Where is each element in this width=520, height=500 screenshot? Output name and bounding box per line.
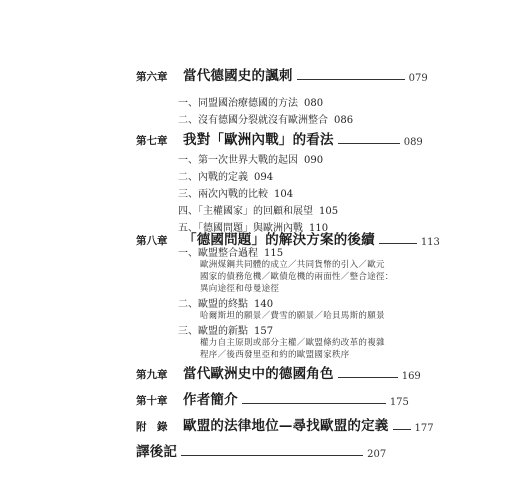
chapter-label: 第八章 xyxy=(136,235,168,247)
section-row xyxy=(178,295,273,310)
section-page-number: 104 xyxy=(274,189,294,200)
chapter-row xyxy=(136,440,386,460)
section-title: 二、沒有德國分裂就沒有歐洲整合 xyxy=(178,115,328,126)
section-title: 一、第一次世界大戰的起因 xyxy=(178,155,298,166)
chapter-row xyxy=(136,388,409,408)
subsection-line: 權力自主原則或部分主權／歐盟條約改革的複雜 xyxy=(200,338,385,348)
section-page-number: 110 xyxy=(309,223,329,234)
section-title: 一、同盟國治療德國的方法 xyxy=(178,98,298,109)
section-row xyxy=(178,111,353,126)
section-title: 五、「德國問題」與歐洲內戰 xyxy=(178,223,303,234)
chapter-row xyxy=(136,362,421,382)
section-title: 二、內戰的定義 xyxy=(178,172,248,183)
chapter-row xyxy=(136,414,434,434)
leader-line xyxy=(181,455,363,456)
chapter-page-number: 079 xyxy=(408,73,428,84)
section-title: 一、歐盟整合過程 xyxy=(178,248,258,259)
leader-line xyxy=(338,377,398,378)
section-page-number: 080 xyxy=(304,98,324,109)
section-page-number: 140 xyxy=(254,299,274,310)
section-row xyxy=(178,322,273,337)
section-title: 三、兩次內戰的比較 xyxy=(178,189,268,200)
subsection-line: 哈爾斯坦的願景／費雪的願景／哈貝馬斯的願景 xyxy=(200,311,385,321)
subsection-line: 國家的債務危機／歐債危機的兩面性／整合途徑： xyxy=(200,272,394,282)
subsection-line: 歐洲煤鋼共同體的成立／共同貨幣的引入／歐元 xyxy=(200,260,385,270)
leader-line xyxy=(393,429,411,430)
chapter-label: 第六章 xyxy=(136,71,168,83)
chapter-title: 譯後記 xyxy=(136,444,178,460)
leader-line xyxy=(297,79,405,80)
section-page-number: 086 xyxy=(334,115,354,126)
chapter-title: 我對「歐洲內戰」的看法 xyxy=(183,132,334,148)
chapter-page-number: 177 xyxy=(414,423,434,434)
chapter-page-number: 169 xyxy=(401,371,421,382)
chapter-label: 附 錄 xyxy=(136,421,168,433)
chapter-title: 當代德國史的諷刺 xyxy=(183,68,293,84)
chapter-page-number: 113 xyxy=(420,237,440,248)
subsection-line: 異向途徑和母曼途徑 xyxy=(200,284,280,294)
chapter-label: 第七章 xyxy=(136,135,168,147)
leader-line xyxy=(338,143,400,144)
chapter-title: 「德國問題」的解決方案的後續 xyxy=(183,232,375,248)
chapter-title: 歐盟的法律地位—尋找歐盟的定義 xyxy=(183,418,389,434)
section-page-number: 157 xyxy=(254,326,274,337)
chapter-title: 當代歐洲史中的德國角色 xyxy=(183,366,334,382)
chapter-page-number: 175 xyxy=(389,397,409,408)
section-page-number: 090 xyxy=(304,155,324,166)
subsection-line: 程序／後西發里亞和約的歐盟國家秩序 xyxy=(200,350,350,360)
section-page-number: 105 xyxy=(319,206,339,217)
section-page-number: 094 xyxy=(254,172,274,183)
chapter-page-number: 207 xyxy=(367,449,387,460)
section-page-number: 115 xyxy=(264,248,284,259)
chapter-row xyxy=(136,128,423,148)
section-row xyxy=(178,168,273,183)
chapter-row xyxy=(136,64,428,84)
chapter-page-number: 089 xyxy=(403,137,423,148)
section-title: 三、歐盟的新點 xyxy=(178,326,248,337)
section-title: 二、歐盟的終點 xyxy=(178,299,248,310)
section-row xyxy=(178,185,293,200)
chapter-label: 第九章 xyxy=(136,369,168,381)
section-row xyxy=(178,151,323,166)
chapter-label: 第十章 xyxy=(136,395,168,407)
leader-line xyxy=(242,403,386,404)
section-title: 四、「主權國家」的回顧和展望 xyxy=(178,206,313,217)
section-row xyxy=(178,202,338,217)
section-row xyxy=(178,244,283,259)
leader-line xyxy=(379,243,417,244)
section-row xyxy=(178,94,323,109)
chapter-title: 作者簡介 xyxy=(183,392,238,408)
